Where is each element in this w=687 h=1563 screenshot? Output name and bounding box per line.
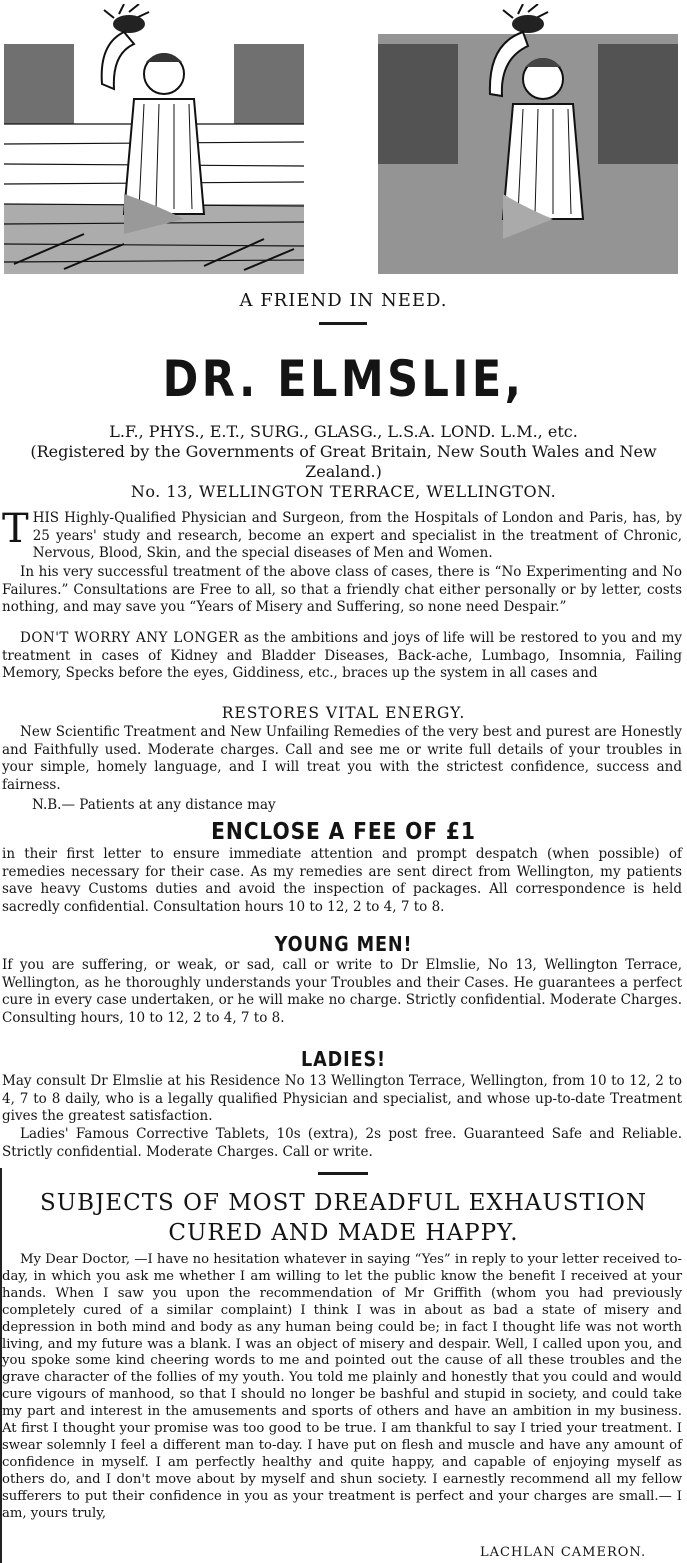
restores-subheading: RESTORES VITAL ENERGY.: [221, 704, 466, 722]
woman-with-lamp-woodcut-icon: [4, 4, 304, 274]
letter-text: My Dear Doctor, —I have no hesitation whatever in saying “Yes” in reply to your letter received to-day, in which you ask me whether I am willing to let the public know the benefit I received at your hands. When I saw you upon the recommendation of Mr Griffith (whom you had previously completely cured of a similar complaint) I think I was in about as bad a state of misery and depression in both mind and body as any human being could be; in fact I thought life was not worth living, and my future was a blank. I was an object of misery and despair. Well, I called upon you, and you spoke some kind cheering words to me and pointed out the cause of all these troubles and the grave character of the follies of my youth. You told me plainly and honestly that you could and would cure vigours of manhood, so that I should no longer be bashful and stupid in society, and could take my part and interest in the amusements and sports of others and have an ambition in my business. At first I thought your promise was too good to be true. I am thankful to say I tried your treatment. I swear solemnly I feel a different man to-day. I have put on flesh and muscle and have any amount of confidence in myself. I am perfectly healthy and quite happy, and capable of enjoying myself as others do, and I don't move about by myself and shun society. I earnestly recommend all my fellow sufferers to put their confidence in you as your treatment is perfect and your charges are small.— I am, yours truly,: [2, 1252, 683, 1521]
testimonial-letter: [2, 1252, 682, 1523]
testimonial-title-line2: CURED AND MADE HAPPY.: [168, 1220, 519, 1246]
drop-cap: T: [2, 506, 29, 552]
tagline: A FRIEND IN NEED.: [239, 290, 448, 311]
qualifications: L.F., PHYS., E.T., SURG., GLASG., L.S.A. LOND. L.M., etc.: [109, 422, 578, 441]
ladies-heading: LADIES!: [301, 1047, 386, 1071]
intro-paragraph: [2, 506, 682, 563]
new-scientific-text: New Scientific Treatment and New Unfailing Remedies of the very best and purest are Honestly and Faithfully used. Moderate charges. Call and see me or write full details of your troubles in your simple, homely language, and I will treat you with the strictest confidence, success and fairness.: [2, 724, 682, 793]
divider: [319, 322, 367, 325]
treatment-text: In his very successful treatment of the above class of cases, there is “No Experimenting and No Failures.” Consultations are Free to all, so that a friendly chat either personally or by letter, costs nothing, and may save you “Years of Misery and Suffering, so none need Despair.”: [2, 564, 682, 615]
ladies-paragraph: [2, 1073, 682, 1126]
tablets-text: Ladies' Famous Corrective Tablets, 10s (extra), 2s post free. Guaranteed Safe and Reliable. Strictly confidential. Moderate Charges. Call or write.: [2, 1126, 682, 1160]
signature: LACHLAN CAMERON.: [480, 1545, 647, 1560]
dont-worry-lead: DON'T WORRY ANY LONGER: [20, 630, 240, 646]
treatment-paragraph: [2, 564, 682, 617]
new-scientific-paragraph: [2, 724, 682, 794]
ladies-text: May consult Dr Elmslie at his Residence No 13 Wellington Terrace, Wellington, from 10 to 12, 2 to 4, 7 to 8 daily, who is a legally qualified Physician and specialist, and whose up-to-date Treatment gives the greatest satisfaction.: [2, 1073, 682, 1124]
address: No. 13, WELLINGTON TERRACE, WELLINGTON.: [130, 482, 557, 501]
fee-heading: ENCLOSE A FEE OF £1: [211, 819, 476, 845]
doctor-name-heading: DR. ELMSLIE,: [162, 350, 525, 408]
dont-worry-paragraph: [2, 630, 682, 683]
tablets-paragraph: [2, 1126, 682, 1161]
young-men-paragraph: [2, 957, 682, 1027]
qualifications-block: [10, 422, 677, 482]
young-men-text: If you are suffering, or weak, or sad, call or write to Dr Elmslie, No 13, Wellington Terrace, Wellington, as he thoroughly understands your Troubles and their Cases. He guarantees a perfect cure in every case undertaken, or he will make no charge. Strictly confidential. Moderate Charges. Consulting hours, 10 to 12, 2 to 4, 7 to 8.: [2, 957, 682, 1026]
fee-text: in their first letter to ensure immediate attention and prompt despatch (when possible) of remedies necessary for their case. As my remedies are sent direct from Wellington, my patients save heavy Customs duties and avoid the inspection of packages. All correspondence is held sacredly confidential. Consultation hours 10 to 12, 2 to 4, 7 to 8.: [2, 846, 682, 915]
divider: [318, 1172, 368, 1175]
young-men-heading: YOUNG MEN!: [274, 932, 413, 956]
fee-paragraph: [2, 846, 682, 916]
dont-worry-text: as the ambitions and joys of life will be restored to you and my treatment in cases of Kidney and Bladder Diseases, Back-ache, Lumbago, Insomnia, Failing Memory, Specks before the eyes, Giddiness, etc., braces up the system in all cases and: [2, 630, 683, 681]
nb-note: N.B.— Patients at any distance may: [32, 797, 276, 813]
testimonial-title-line1: SUBJECTS OF MOST DREADFUL EXHAUSTION: [40, 1190, 647, 1216]
woman-with-lamp-woodcut-icon: [378, 4, 678, 274]
registration-note: (Registered by the Governments of Great Britain, New South Wales and New Zealand.): [30, 442, 657, 481]
intro-text: HIS Highly-Qualified Physician and Surgeon, from the Hospitals of London and Paris, has, by 25 years' study and research, become an expert and specialist in the treatment of Chronic, Nervous, Blood, Skin, and the special diseases of Men and Women.: [32, 510, 682, 561]
